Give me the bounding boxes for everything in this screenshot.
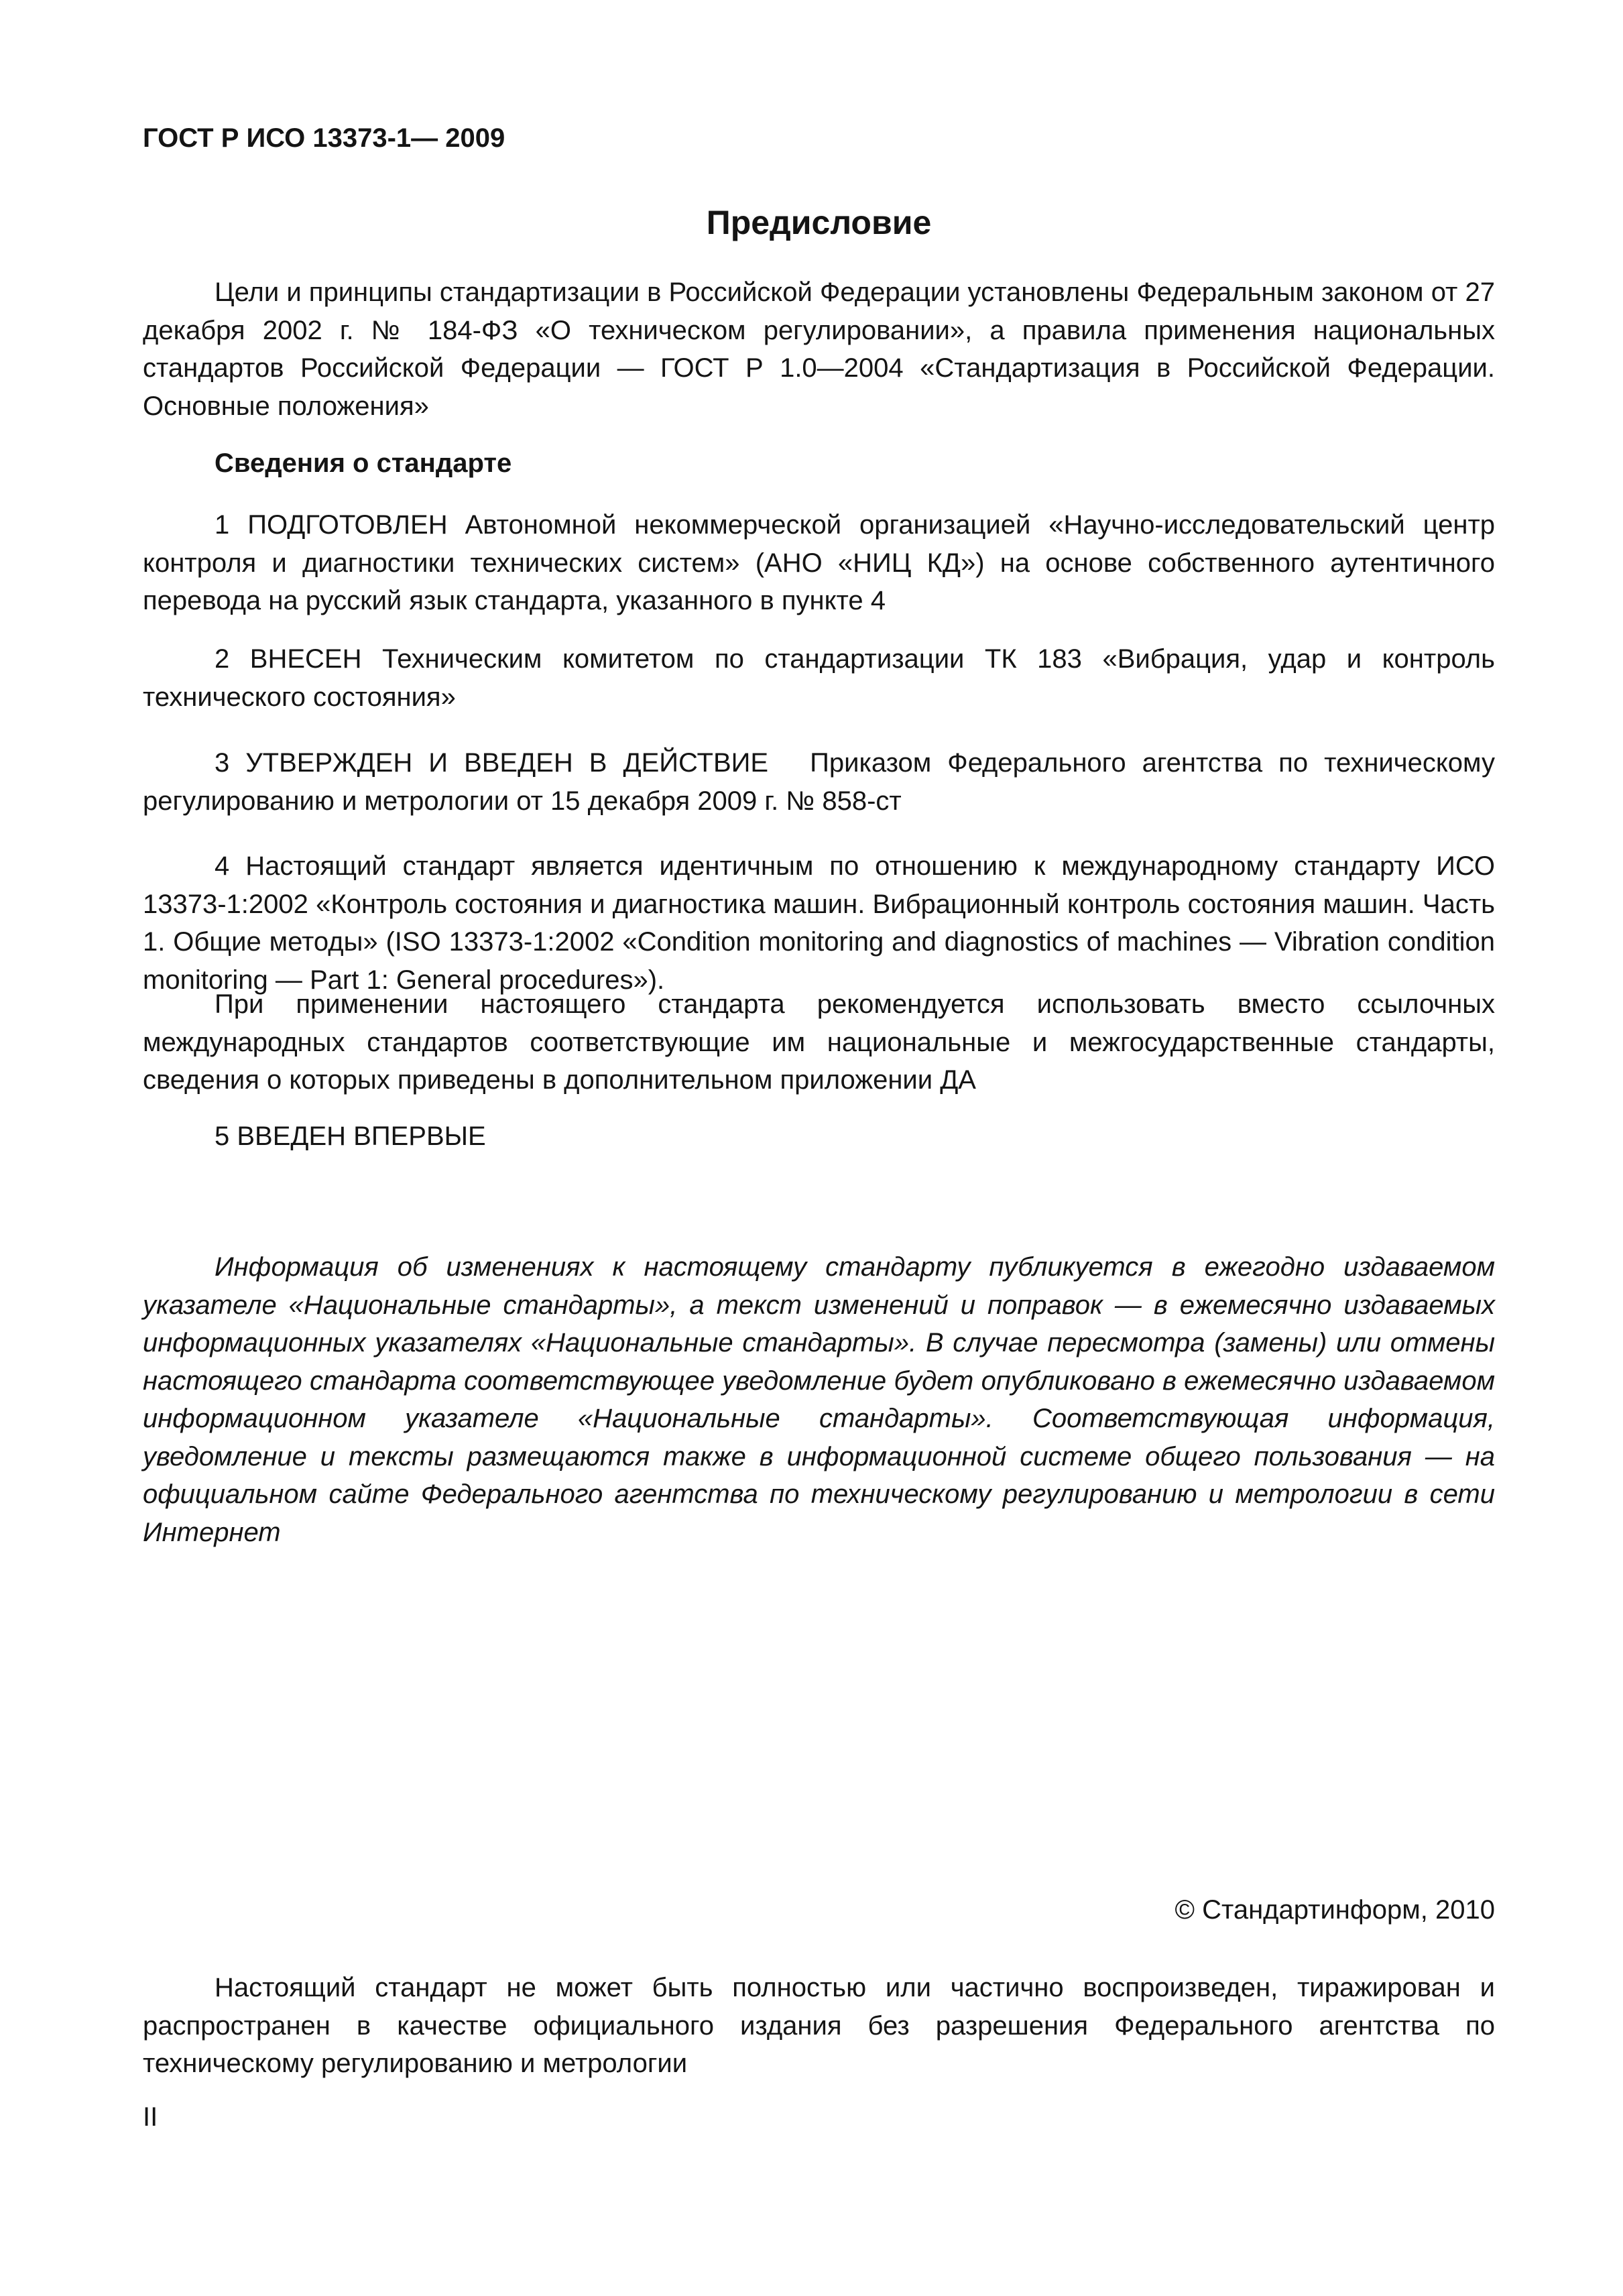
- item-approved: [143, 744, 1495, 820]
- item-identical: [143, 847, 1495, 999]
- item-introduced-by: [143, 640, 1495, 716]
- item-introduced-by-text: Техническим комитетом по стандартизации ТК 183 «Вибрация, удар и контроль технического состояния»: [143, 644, 1495, 712]
- item-identical-text: Настоящий стандарт является идентичным по отношению к международному стандарту ИСО 13373-1:2002 «Контроль состояния и диагностика машин. Вибрационный контроль состояния машин. Часть 1. Общие методы» (ISO 13373-1:2002 «Condition monitoring and diagnostics of machines — Vibration condition monitoring — Part 1: General procedures»).: [143, 851, 1495, 995]
- item-approved-text: Приказом Федерального агентства по техническому регулированию и метрологии от 15 декабря 2009 г. № 858-ст: [143, 748, 1495, 816]
- changes-notice: Информация об изменениях к настоящему стандарту публикуется в ежегодно издаваемом указателе «Национальные стандарты», а текст изменений и поправок — в ежемесячно издаваемых информационных указателях «Национальные стандарты». В случае пересмотра (замены) или отмены настоящего стандарта соответствующее уведомление будет опубликовано в ежемесячно издаваемом информационном указателе «Национальные стандарты». Соответствующая информация, уведомление и тексты размещаются также в информационной системе общего пользования — на официальном сайте Федерального агентства по техническому регулированию и метрологии в сети Интернет: [143, 1252, 1495, 1547]
- page-number: II: [143, 2102, 158, 2132]
- standard-code-header: ГОСТ Р ИСО 13373-1— 2009: [143, 123, 505, 153]
- item-identical-lead: 4: [215, 851, 230, 881]
- standard-info-heading: Сведения о стандарте: [215, 448, 512, 478]
- item-prepared-lead: 1 ПОДГОТОВЛЕН: [215, 510, 448, 540]
- reproduction-notice: Настоящий стандарт не может быть полностью или частично воспроизведен, тиражирован и распространен в качестве официального издания без разрешения Федерального агентства по техническому регулированию и метрологии: [143, 1973, 1495, 2078]
- item-first-introduced: [143, 1117, 1495, 1156]
- item-application-note-text: При применении настоящего стандарта рекомендуется использовать вместо ссылочных международных стандартов соответствующие им национальные и межгосударственные стандарты, сведения о которых приведены в дополнительном приложении ДА: [143, 989, 1495, 1095]
- copyright: © Стандартинформ, 2010: [1175, 1895, 1495, 1925]
- item-application-note: [143, 985, 1495, 1099]
- item-approved-lead: 3 УТВЕРЖДЕН И ВВЕДЕН В ДЕЙСТВИЕ: [215, 748, 769, 778]
- page-title: Предисловие: [706, 204, 932, 241]
- item-prepared-text: Автономной некоммерческой организацией «Научно-исследовательский центр контроля и диагностики технических систем» (АНО «НИЦ КД») на основе собственного аутентичного перевода на русский язык стандарта, указанного в пункте 4: [143, 510, 1496, 615]
- intro-paragraph: Цели и принципы стандартизации в Российской Федерации установлены Федеральным законом от 27 декабря 2002 г. № 184-ФЗ «О техническом регулировании», а правила применения национальных стандартов Российской Федерации — ГОСТ Р 1.0—2004 «Стандартизация в Российской Федерации. Основные положения»: [143, 278, 1495, 421]
- item-prepared: [143, 506, 1495, 620]
- item-first-introduced-lead: 5 ВВЕДЕН ВПЕРВЫЕ: [215, 1122, 486, 1151]
- item-introduced-by-lead: 2 ВНЕСЕН: [215, 644, 362, 674]
